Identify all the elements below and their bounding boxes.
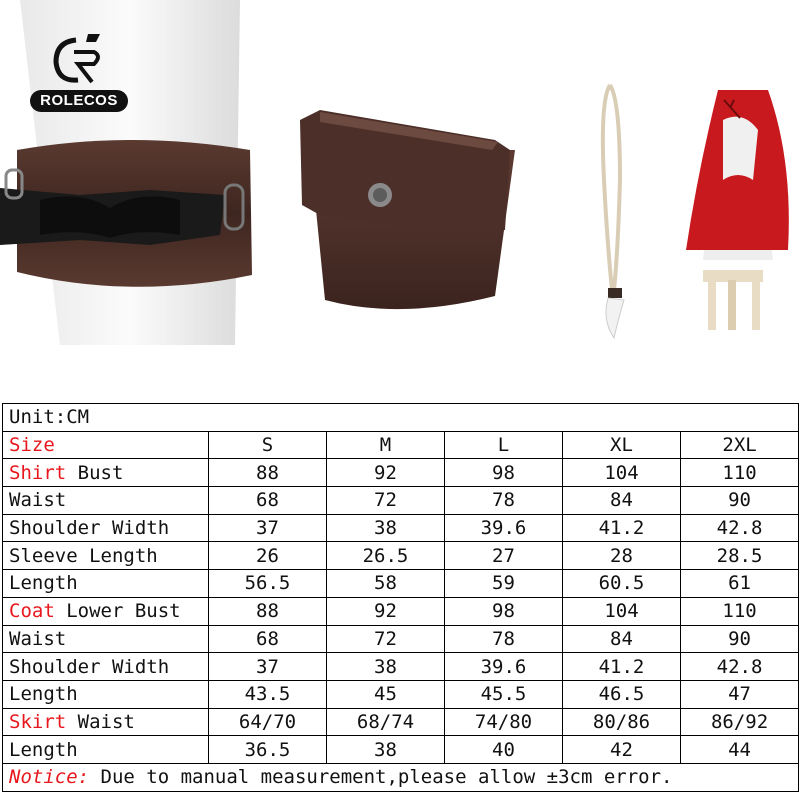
- table-cell: 28: [563, 542, 681, 570]
- measure-label: Shoulder Width: [9, 655, 170, 678]
- measure-label: Shoulder Width: [9, 517, 170, 540]
- row-label: [3, 653, 209, 681]
- necklace-image: [580, 0, 660, 345]
- table-row: [3, 597, 799, 625]
- section-label: Coat: [9, 600, 55, 623]
- table-cell: 68: [209, 625, 327, 653]
- table-cell: 26.5: [327, 542, 445, 570]
- table-row: [3, 487, 799, 515]
- row-label: [3, 625, 209, 653]
- table-cell: 42.8: [681, 653, 799, 681]
- photo-pouch: [280, 0, 560, 345]
- photo-necklace: [580, 0, 660, 345]
- table-cell: 45: [327, 680, 445, 708]
- table-cell: 60.5: [563, 570, 681, 598]
- table-cell: 43.5: [209, 680, 327, 708]
- table-cell: 68: [209, 487, 327, 515]
- notice-cell: [3, 763, 799, 791]
- table-cell: 78: [445, 487, 563, 515]
- measure-label: Sleeve Length: [9, 544, 158, 567]
- table-cell: 41.2: [563, 514, 681, 542]
- section-label: Skirt: [9, 710, 67, 733]
- table-cell: 38: [327, 514, 445, 542]
- table-cell: 56.5: [209, 570, 327, 598]
- table-cell: 39.6: [445, 514, 563, 542]
- table-cell: 90: [681, 625, 799, 653]
- table-cell: 47: [681, 680, 799, 708]
- row-label: [3, 736, 209, 764]
- size-header-cell: XL: [563, 431, 681, 459]
- table-row: [3, 570, 799, 598]
- table-cell: 88: [209, 597, 327, 625]
- table-cell: 64/70: [209, 708, 327, 736]
- table-cell: 28.5: [681, 542, 799, 570]
- size-header-cell: L: [445, 431, 563, 459]
- table-row: [3, 680, 799, 708]
- table-cell: 37: [209, 514, 327, 542]
- table-cell: 61: [681, 570, 799, 598]
- table-cell: 110: [681, 597, 799, 625]
- measure-label: Waist: [9, 627, 67, 650]
- table-cell: 44: [681, 736, 799, 764]
- table-cell: 84: [563, 625, 681, 653]
- row-label: [3, 459, 209, 487]
- table-row: [3, 653, 799, 681]
- row-label: [3, 597, 209, 625]
- table-cell: 68/74: [327, 708, 445, 736]
- measure-label: Bust: [66, 461, 124, 484]
- section-label: Shirt: [9, 461, 67, 484]
- table-cell: 26: [209, 542, 327, 570]
- logo-wordmark: ROLECOS: [30, 90, 128, 112]
- size-chart-table: [2, 403, 799, 792]
- table-row: [3, 625, 799, 653]
- table-cell: 38: [327, 736, 445, 764]
- notice-label: Notice:: [9, 766, 90, 789]
- table-cell: 58: [327, 570, 445, 598]
- size-header-label: Size: [3, 431, 209, 459]
- row-label: [3, 708, 209, 736]
- photo-hood: [668, 0, 800, 345]
- row-label: [3, 570, 209, 598]
- table-cell: 40: [445, 736, 563, 764]
- table-cell: 98: [445, 597, 563, 625]
- table-cell: 98: [445, 459, 563, 487]
- table-cell: 104: [563, 459, 681, 487]
- table-cell: 42: [563, 736, 681, 764]
- table-cell: 92: [327, 597, 445, 625]
- table-cell: 86/92: [681, 708, 799, 736]
- measure-label: Waist: [9, 489, 67, 512]
- notice-text: Due to manual measurement,please allow ±3cm error.: [89, 766, 673, 789]
- size-header-cell: S: [209, 431, 327, 459]
- table-cell: 78: [445, 625, 563, 653]
- table-cell: 72: [327, 625, 445, 653]
- row-label: [3, 487, 209, 515]
- measure-label: Length: [9, 738, 78, 761]
- table-cell: 88: [209, 459, 327, 487]
- measure-label: Waist: [66, 710, 135, 733]
- photo-leg-belt: [0, 0, 262, 345]
- measure-label: Lower Bust: [54, 600, 181, 623]
- row-label: [3, 514, 209, 542]
- table-cell: 110: [681, 459, 799, 487]
- table-row: [3, 514, 799, 542]
- table-cell: 59: [445, 570, 563, 598]
- table-cell: 39.6: [445, 653, 563, 681]
- table-row: [3, 708, 799, 736]
- row-label: [3, 542, 209, 570]
- hood-image: [668, 0, 800, 345]
- logo-mark-icon: [48, 32, 108, 86]
- table-cell: 45.5: [445, 680, 563, 708]
- table-cell: 42.8: [681, 514, 799, 542]
- table-row: [3, 736, 799, 764]
- size-header-cell: 2XL: [681, 431, 799, 459]
- pouch-image: [280, 0, 560, 345]
- table-cell: 38: [327, 653, 445, 681]
- table-cell: 104: [563, 597, 681, 625]
- table-cell: 36.5: [209, 736, 327, 764]
- table-cell: 84: [563, 487, 681, 515]
- table-row: [3, 459, 799, 487]
- table-cell: 80/86: [563, 708, 681, 736]
- table-cell: 92: [327, 459, 445, 487]
- table-cell: 72: [327, 487, 445, 515]
- notice-row: [3, 763, 799, 791]
- unit-label: Unit:CM: [3, 404, 799, 432]
- table-cell: 41.2: [563, 653, 681, 681]
- measure-label: Length: [9, 683, 78, 706]
- row-label: [3, 680, 209, 708]
- table-cell: 74/80: [445, 708, 563, 736]
- table-cell: 37: [209, 653, 327, 681]
- unit-row: [3, 404, 799, 432]
- table-cell: 27: [445, 542, 563, 570]
- header-row: [3, 431, 799, 459]
- brand-logo: [30, 32, 128, 118]
- table-row: [3, 542, 799, 570]
- table-cell: 90: [681, 487, 799, 515]
- measure-label: Length: [9, 572, 78, 595]
- table-cell: 46.5: [563, 680, 681, 708]
- size-header-cell: M: [327, 431, 445, 459]
